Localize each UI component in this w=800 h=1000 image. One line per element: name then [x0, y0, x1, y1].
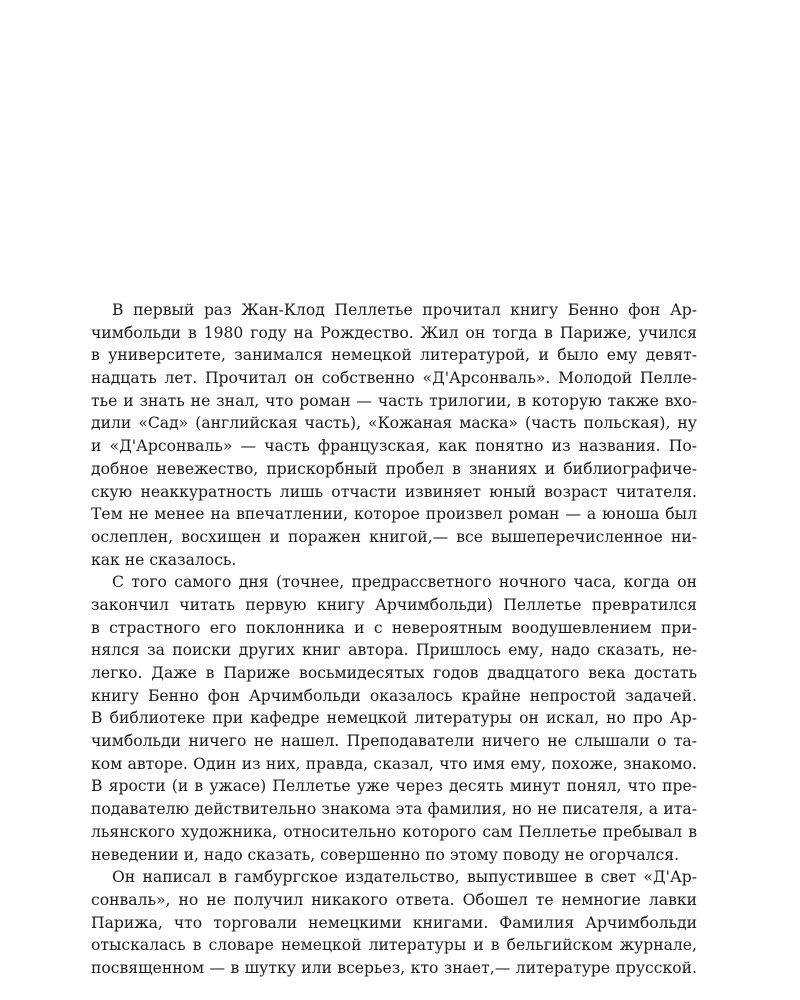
paragraph-1-line-11: ослеплен, восхищен и поражен книгой,— все вышеперечисленное ни-: [91, 527, 697, 546]
paragraph-1-line-1: В первый раз Жан-Клод Пеллетье прочитал книгу Бенно фон Ар-: [112, 301, 697, 319]
paragraph-3-line-4: отыскалась в словаре немецкой литературы и в бельгийском журнале,: [91, 936, 697, 955]
paragraph-2-line-13: неведении и, надо сказать, совершенно по этому поводу не огорчался.: [91, 845, 680, 864]
paragraph-1-line-2: чимбольди в 1980 году на Рождество. Жил он тогда в Париже, учился: [91, 323, 697, 342]
paragraph-1-line-6: дили «Сад» (английская часть), «Кожаная маска» (часть польская), ну: [91, 414, 697, 433]
paragraph-3-line-1: Он написал в гамбургское издательство, выпустившее в свет «Д'Ар-: [112, 868, 697, 887]
paragraph-1-line-8: добное невежество, прискорбный пробел в знаниях и библиографиче-: [91, 459, 697, 478]
paragraph-1-line-12: как не сказалось.: [91, 550, 237, 569]
paragraph-2-line-9: ком авторе. Один из них, правда, сказал, что имя ему, похоже, знакомо.: [91, 754, 697, 773]
paragraph-1-line-3: в университете, занимался немецкой литературой, и было ему девят-: [91, 346, 697, 365]
paragraph-2-line-2: закончил читать первую книгу Арчимбольди) Пеллетье превратился: [91, 595, 697, 614]
paragraph-2-line-6: книгу Бенно фон Арчимбольди оказалось крайне непростой задачей.: [91, 686, 697, 705]
paragraph-2-line-5: легко. Даже в Париже восьмидесятых годов двадцатого века достать: [91, 664, 697, 682]
paragraph-2-line-1: С того самого дня (точнее, предрассветного ночного часа, когда он: [112, 573, 697, 592]
paragraph-3-line-5: посвященном — в шутку или всерьез, кто знает,— литературе прусской.: [91, 958, 697, 977]
paragraph-2-line-3: в страстного его поклонника и с невероятным воодушевлением при-: [91, 618, 697, 637]
paragraph-2-line-11: подавателю действительно знакома эта фамилия, но не писателя, а ита-: [91, 800, 697, 819]
paragraph-1-line-10: Тем не менее на впечатлении, которое произвел роман — а юноша был: [91, 505, 697, 524]
paragraph-1-line-7: и «Д'Арсонваль» — часть французская, как понятно из названия. По-: [91, 437, 697, 456]
paragraph-2-line-12: льянского художника, относительно которого сам Пеллетье пребывал в: [91, 822, 697, 841]
paragraph-2-line-7: В библиотеке при кафедре немецкой литературы он искал, но про Ар-: [91, 709, 697, 728]
paragraph-3-line-2: сонваль», но не получил никакого ответа. Обошел те немногие лавки: [91, 890, 697, 909]
paragraph-1-line-4: надцать лет. Прочитал он собственно «Д'Арсонваль». Молодой Пелле-: [91, 369, 697, 388]
paragraph-2-line-8: чимбольди ничего не нашел. Преподаватели ничего не слышали о та-: [91, 732, 697, 751]
paragraph-1-line-9: скую неаккуратность лишь отчасти извиняет юный возраст читателя.: [91, 482, 697, 501]
paragraph-2-line-4: нялся за поиски других книг автора. Пришлось ему, надо сказать, не-: [91, 641, 697, 660]
paragraph-2-line-10: В ярости (и в ужасе) Пеллетье уже через десять минут понял, что пре-: [91, 777, 697, 796]
paragraph-3-line-3: Парижа, что торговали немецкими книгами. Фамилия Арчимбольди: [91, 913, 697, 932]
paragraph-1-line-5: тье и знать не знал, что роман — часть трилогии, в которую также вхо-: [91, 391, 697, 410]
body-text: [91, 299, 697, 980]
